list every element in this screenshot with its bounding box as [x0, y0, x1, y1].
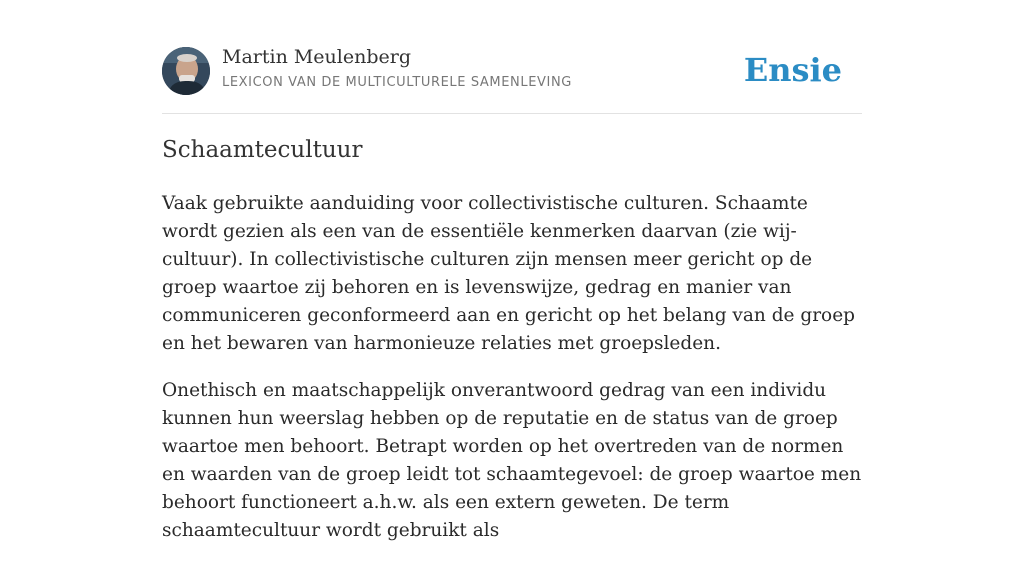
- article-paragraph: Onethisch en maatschappelijk onverantwoord gedrag van een individu kunnen hun weerslag hebben op de reputatie en de status van de groep waartoe men behoort. Betrapt worden op het overtreden van de normen en waarden van de groep leidt tot schaamtegevoel: de groep waartoe men behoort functioneert a.h.w. als een extern geweten. De term schaamtecultuur wordt gebruikt als: [162, 380, 862, 541]
- article-paragraph: Vaak gebruikte aanduiding voor collectivistische culturen. Schaamte wordt gezien als een van de essentiële kenmerken daarvan (zie wij-cultuur). In collectivistische culturen zijn mensen meer gericht op de groep waartoe zij behoren en is levenswijze, gedrag en manier van communiceren geconformeerd aan en gericht op het belang van de groep en het bewaren van harmonieuze relaties met groepsleden.: [162, 193, 855, 354]
- author-name[interactable]: Martin Meulenberg: [222, 46, 411, 68]
- article-body: [162, 190, 862, 564]
- author-avatar[interactable]: [162, 47, 210, 95]
- avatar-photo: [162, 47, 210, 95]
- article-title: Schaamtecultuur: [162, 137, 363, 163]
- brand-logo[interactable]: Ensie: [743, 51, 842, 89]
- publication-name[interactable]: LEXICON VAN DE MULTICULTURELE SAMENLEVING: [222, 75, 572, 90]
- header: [162, 0, 862, 114]
- page-header-container: [162, 0, 862, 114]
